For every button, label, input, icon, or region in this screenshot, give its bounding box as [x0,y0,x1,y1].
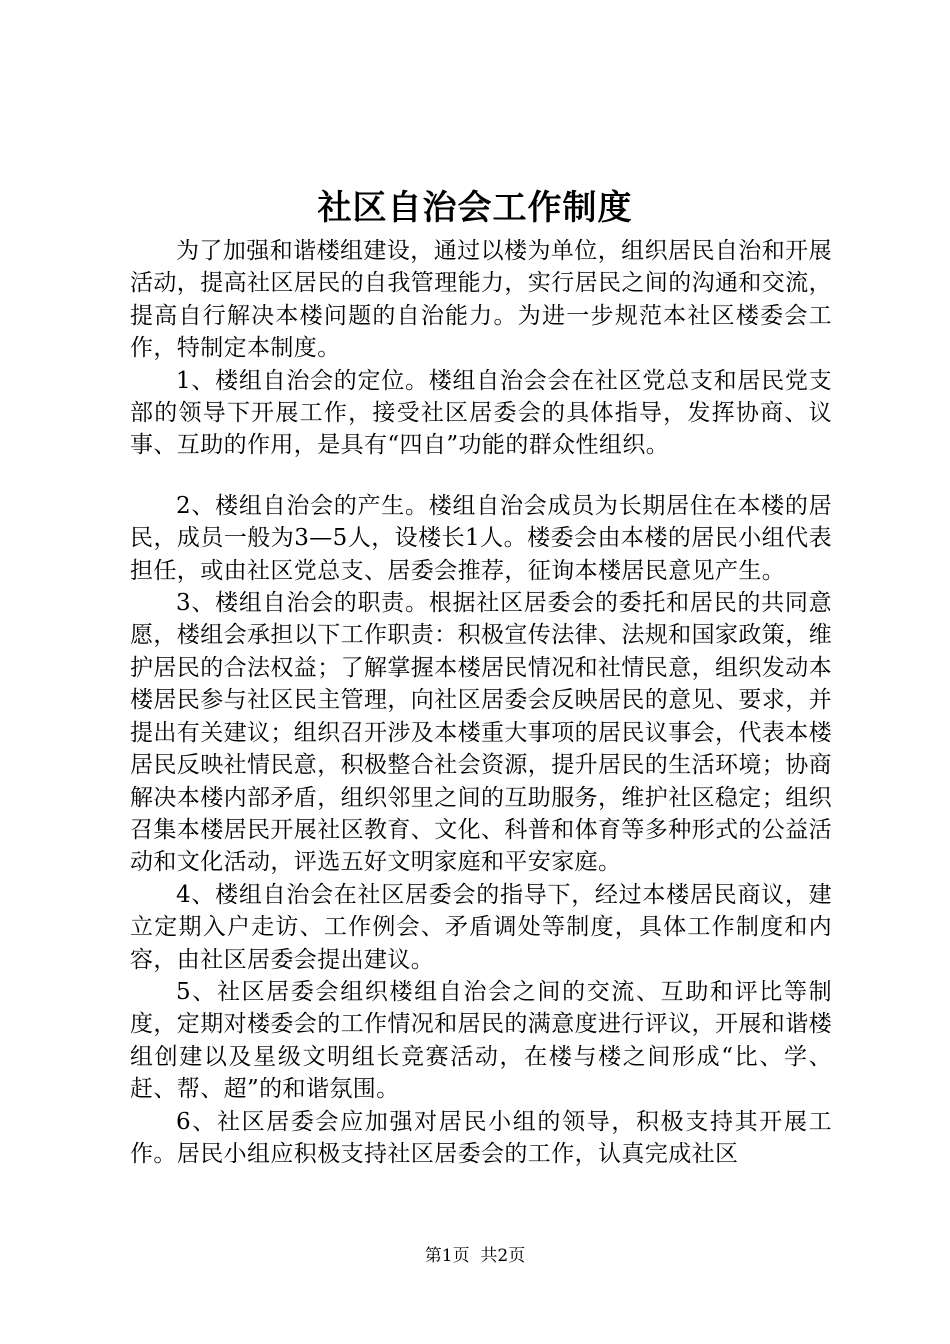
section-5-paragraph: 5、社区居委会组织楼组自治会之间的交流、互助和评比等制度，定期对楼委会的工作情况和居民的满意度进行评议，开展和谐楼组创建以及星级文明组长竞赛活动，在楼与楼之间形成“比、学、赶、帮、超”的和谐氛围。 [130,978,832,1103]
section-6-paragraph: 6、社区居委会应加强对居民小组的领导，积极支持其开展工作。居民小组应积极支持社区居委会的工作，认真完成社区 [130,1108,832,1167]
page-number: 第1页 [424,1246,470,1266]
document-body [130,235,832,1170]
page-total: 共2页 [480,1246,526,1266]
section-2-paragraph: 2、楼组自治会的产生。楼组自治会成员为长期居住在本楼的居民，成员一般为3—5人，设楼长1人。楼委会由本楼的居民小组代表担任，或由社区党总支、居委会推荐，征询本楼居民意见产生。 [130,492,832,584]
section-1-paragraph: 1、楼组自治会的定位。楼组自治会会在社区党总支和居民党支部的领导下开展工作，接受社区居委会的具体指导，发挥协商、议事、互助的作用，是具有“四自”功能的群众性组织。 [130,367,832,459]
page-footer [0,1244,950,1268]
section-4-paragraph: 4、楼组自治会在社区居委会的指导下，经过本楼居民商议，建立定期入户走访、工作例会、矛盾调处等制度，具体工作制度和内容，由社区居委会提出建议。 [130,881,832,973]
intro-paragraph: 为了加强和谐楼组建设，通过以楼为单位，组织居民自治和开展活动，提高社区居民的自我管理能力，实行居民之间的沟通和交流，提高自行解决本楼问题的自治能力。为进一步规范本社区楼委会工作，特制定本制度。 [130,238,832,362]
section-3-paragraph: 3、楼组自治会的职责。根据社区居委会的委托和居民的共同意愿，楼组会承担以下工作职责：积极宣传法律、法规和国家政策，维护居民的合法权益；了解掌握本楼居民情况和社情民意，组织发动本楼居民参与社区民主管理，向社区居委会反映居民的意见、要求，并提出有关建议；组织召开涉及本楼重大事项的居民议事会，代表本楼居民反映社情民意，积极整合社会资源，提升居民的生活环境；协商解决本楼内部矛盾，组织邻里之间的互助服务，维护社区稳定；组织召集本楼居民开展社区教育、文化、科普和体育等多种形式的公益活动和文化活动，评选五好文明家庭和平安家庭。 [130,590,832,876]
document-title: 社区自治会工作制度 [317,188,633,228]
